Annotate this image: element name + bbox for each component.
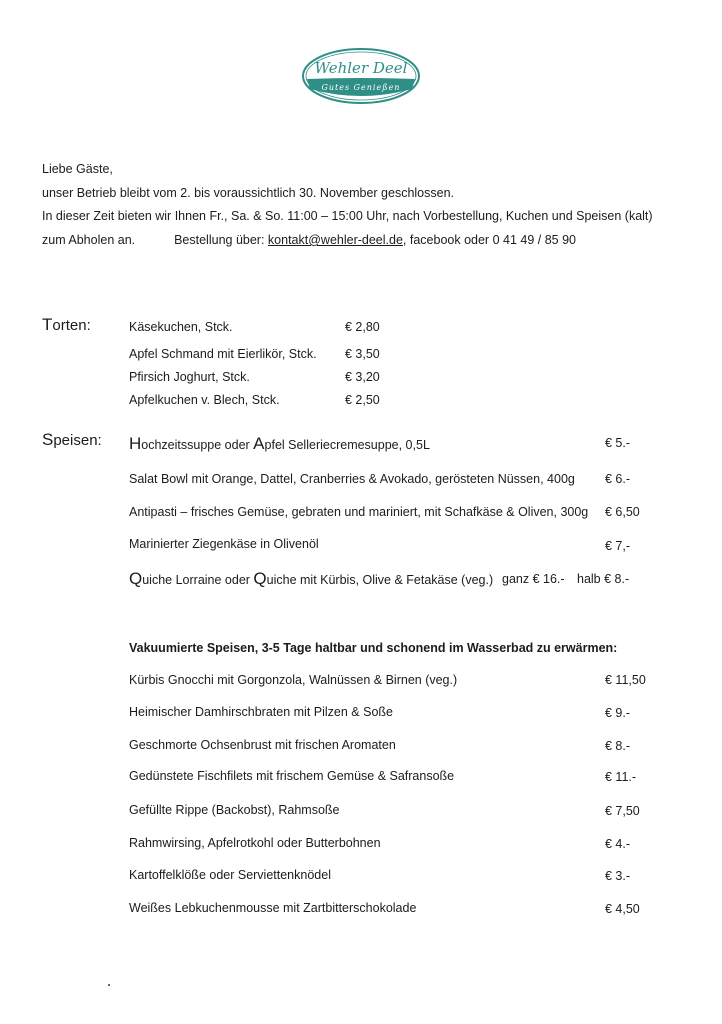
intro-line-2: In dieser Zeit bieten wir Ihnen Fr., Sa. & So. 11:00 – 15:00 Uhr, nach Vorbestellung, Kuchen und Speisen (kalt): [42, 209, 653, 223]
vakuum-item-7: Kartoffelklöße oder Serviettenknödel: [129, 868, 331, 882]
wehler-deel-logo: [301, 47, 421, 105]
speisen-label: Speisen:: [42, 430, 102, 449]
vakuum-item-1: Kürbis Gnocchi mit Gorgonzola, Walnüssen & Birnen (veg.): [129, 673, 458, 687]
vakuum-item-2: Heimischer Damhirschbraten mit Pilzen & Soße: [129, 705, 393, 719]
torten-price-1: € 2,80: [345, 320, 380, 334]
quiche-ganz-price: ganz € 16.-: [502, 572, 565, 586]
logo-name: Wehler Deel: [314, 59, 408, 77]
order-label: Bestellung über:: [174, 233, 265, 247]
vakuum-price-8: € 4,50: [605, 902, 640, 916]
vakuum-item-5: Gefüllte Rippe (Backobst), Rahmsoße: [129, 803, 340, 817]
scan-speck: [108, 984, 110, 986]
logo-tagline: Gutes Genießen: [321, 83, 401, 92]
pickup-text: zum Abholen an.: [42, 233, 136, 247]
vakuum-price-7: € 3.-: [605, 869, 631, 883]
vakuum-price-2: € 9.-: [605, 706, 631, 720]
intro-line-1: unser Betrieb bleibt vom 2. bis voraussichtlich 30. November geschlossen.: [42, 186, 455, 200]
torten-item-3: Pfirsich Joghurt, Stck.: [129, 370, 250, 384]
vakuum-heading: Vakuumierte Speisen, 3-5 Tage haltbar und schonend im Wasserbad zu erwärmen:: [129, 641, 618, 655]
vakuum-item-3: Geschmorte Ochsenbrust mit frischen Aromaten: [129, 738, 396, 752]
speisen-item-3: Antipasti – frisches Gemüse, gebraten und mariniert, mit Schafkäse & Oliven, 300g: [129, 505, 589, 519]
order-contact: , facebook oder 0 41 49 / 85 90: [402, 233, 576, 247]
torten-price-4: € 2,50: [345, 393, 380, 407]
email-link[interactable]: kontakt@wehler-deel.de: [267, 233, 403, 247]
speisen-price-4: € 7,-: [605, 539, 631, 553]
torten-item-2: Apfel Schmand mit Eierlikör, Stck.: [129, 347, 317, 361]
vakuum-price-4: € 11.-: [605, 770, 637, 784]
greeting: Liebe Gäste,: [42, 162, 113, 176]
vakuum-item-4: Gedünstete Fischfilets mit frischem Gemüse & Safransoße: [129, 769, 455, 783]
quiche-halb-price: halb € 8.-: [577, 572, 630, 586]
intro-line-3: [42, 233, 576, 247]
torten-label: Torten:: [42, 315, 91, 334]
quiche-item: Quiche Lorraine oder Quiche mit Kürbis, Olive & Fetakäse (veg.): [129, 569, 494, 588]
vakuum-price-3: € 8.-: [605, 739, 631, 753]
vakuum-price-6: € 4.-: [605, 837, 631, 851]
vakuum-item-8: Weißes Lebkuchenmousse mit Zartbitterschokolade: [129, 901, 417, 915]
vakuum-item-6: Rahmwirsing, Apfelrotkohl oder Butterbohnen: [129, 836, 381, 850]
vakuum-price-1: € 11,50: [605, 673, 646, 687]
speisen-price-2: € 6.-: [605, 472, 631, 486]
torten-item-4: Apfelkuchen v. Blech, Stck.: [129, 393, 280, 407]
speisen-price-1: € 5.-: [605, 436, 631, 450]
speisen-item-4: Marinierter Ziegenkäse in Olivenöl: [129, 537, 319, 551]
speisen-item-2: Salat Bowl mit Orange, Dattel, Cranberries & Avokado, gerösteten Nüssen, 400g: [129, 472, 575, 486]
speisen-price-3: € 6,50: [605, 505, 640, 519]
torten-price-2: € 3,50: [345, 347, 380, 361]
vakuum-price-5: € 7,50: [605, 804, 640, 818]
torten-item-1: Käsekuchen, Stck.: [129, 320, 233, 334]
torten-price-3: € 3,20: [345, 370, 380, 384]
speisen-item-1: Hochzeitssuppe oder Apfel Selleriecremesuppe, 0,5L: [129, 434, 430, 453]
